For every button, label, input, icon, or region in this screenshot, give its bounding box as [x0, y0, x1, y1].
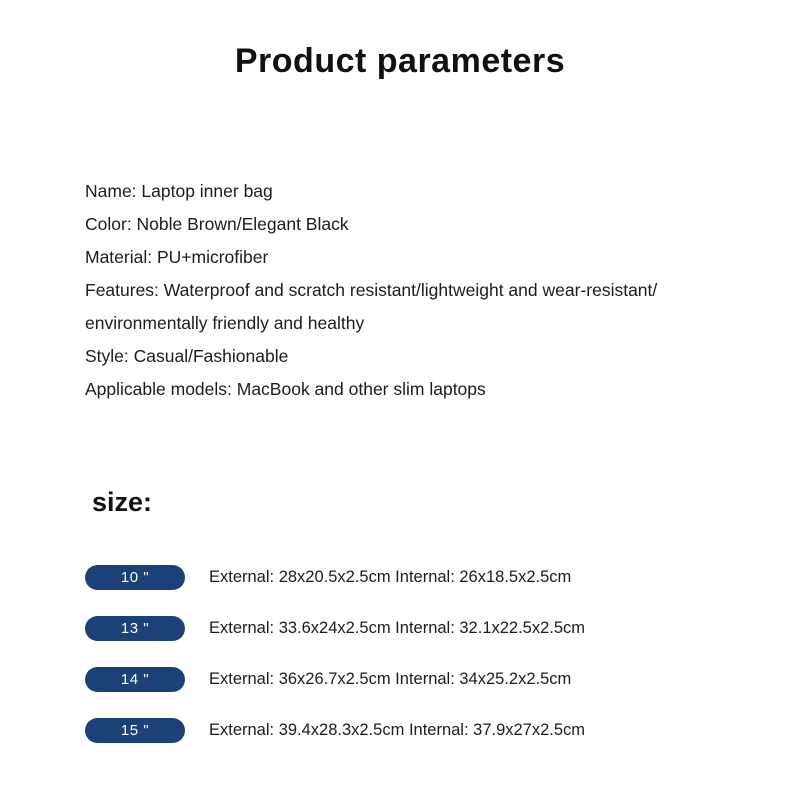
size-section-heading: size:	[92, 487, 153, 517]
spec-line-color: Color: Noble Brown/Elegant Black	[85, 214, 349, 234]
size-badge: 10 "	[85, 565, 185, 590]
size-table	[85, 552, 765, 756]
spec-line-name: Name: Laptop inner bag	[85, 181, 273, 201]
page-title: Product parameters	[234, 42, 566, 80]
table-row	[85, 552, 765, 603]
size-badge: 14 "	[85, 667, 185, 692]
spec-line-features-continued: environmentally friendly and healthy	[85, 313, 365, 333]
size-dimensions: External: 28x20.5x2.5cm Internal: 26x18.5x2.5cm	[209, 568, 572, 586]
size-badge: 13 "	[85, 616, 185, 641]
spec-line-material: Material: PU+microfiber	[85, 247, 269, 267]
table-row	[85, 654, 765, 705]
table-row	[85, 603, 765, 654]
size-dimensions: External: 36x26.7x2.5cm Internal: 34x25.2x2.5cm	[209, 670, 572, 688]
spec-line-applicable-models: Applicable models: MacBook and other slim laptops	[85, 379, 486, 399]
size-badge: 15 "	[85, 718, 185, 743]
size-dimensions: External: 39.4x28.3x2.5cm Internal: 37.9x27x2.5cm	[209, 721, 586, 739]
table-row	[85, 705, 765, 756]
size-dimensions: External: 33.6x24x2.5cm Internal: 32.1x22.5x2.5cm	[209, 619, 586, 637]
spec-line-style: Style: Casual/Fashionable	[85, 346, 289, 366]
spec-line-features: Features: Waterproof and scratch resistant/lightweight and wear-resistant/	[85, 280, 658, 300]
specification-list	[85, 175, 745, 406]
